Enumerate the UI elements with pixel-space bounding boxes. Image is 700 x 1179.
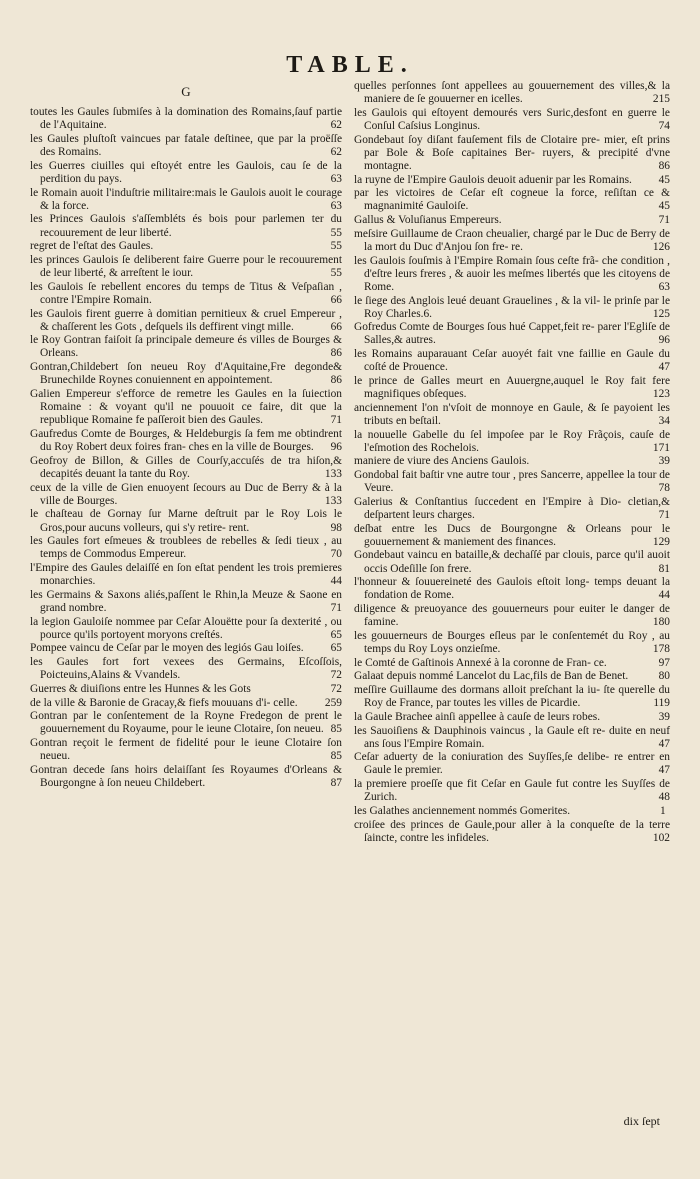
index-entry: [30, 683, 342, 696]
index-entry: [354, 670, 670, 683]
entry-page-number: 63: [330, 199, 342, 212]
index-entry: [354, 751, 670, 777]
index-entry: [30, 616, 342, 642]
entry-page-number: 86: [330, 374, 342, 387]
index-entry: [354, 576, 670, 602]
entry-page-number: 78: [658, 482, 670, 495]
section-letter: G: [181, 84, 191, 99]
index-entry: [354, 684, 670, 710]
entry-text: le Roy Gontran faiſoit ſa principale demeure és villes de Bourges & Orleans.: [30, 334, 342, 360]
entry-page-number: 72: [330, 669, 342, 682]
index-entry: [354, 134, 670, 173]
index-entry: [354, 348, 670, 374]
index-entry: [354, 255, 670, 294]
entry-page-number: 47: [658, 361, 670, 374]
entry-text: Gontran reçoit le ferment de fidelité pour le ieune Clotaire ſon neueu.: [30, 737, 342, 763]
entry-page-number: 96: [658, 334, 670, 347]
index-entry: [354, 496, 670, 522]
entry-page-number: 45: [658, 200, 670, 213]
index-entry: [30, 697, 342, 710]
entry-page-number: 66: [330, 320, 342, 333]
entry-text: meſsire Guillaume de Craon cheualier, chargé par le Duc de Berry de la mort du Duc d'Anjou ſon fre- re.: [354, 227, 670, 253]
entry-page-number: 65: [330, 642, 342, 655]
entry-text: diligence & preuoyance des gouuerneurs pour euiter le danger de famine.: [354, 603, 670, 629]
entry-page-number: 129: [652, 535, 670, 548]
entry-text: Pompee vaincu de Ceſar par le moyen des legiós Gau loiſes.: [30, 642, 304, 655]
entry-text: Gaufredus Comte de Bourges, & Heldeburgis ſa fem me obtindrent du Roy Robert deux foires fran- ches en la ville de Bourges.: [30, 427, 342, 454]
index-entry: [354, 187, 670, 213]
entry-page-number: 215: [652, 93, 670, 106]
index-entry: [354, 549, 670, 575]
entry-text: les Gaules fort eſmeues & troublees de rebelles & ſedi tieux , au temps de Commodus Empereur.: [30, 535, 342, 561]
index-entry: [30, 428, 342, 454]
right-column: [354, 80, 670, 845]
entry-page-number: 119: [653, 697, 670, 710]
entry-text: les Sauoiſiens & Dauphinois vaincus , la Gaule eſt re- duite en neuf ans ſous l'Empire Romain.: [354, 724, 670, 750]
index-entry: [354, 295, 670, 321]
entry-text: le prince de Galles meurt en Auuergne,auquel le Roy fait fere magnifiques obſeques.: [354, 374, 670, 401]
entry-text: les princes Gaulois ſe deliberent faire Guerre pour le recouurement de leur liberté, & arreſtent le iour.: [30, 253, 342, 280]
entry-text: Galaat depuis nommé Lancelot du Lac,fils de Ban de Benet.: [354, 670, 629, 683]
entry-page-number: 180: [652, 616, 670, 629]
entry-page-number: 1: [660, 804, 666, 817]
entry-page-number: 178: [652, 643, 670, 656]
entry-text: Gondebaut vaincu en bataille,& dechaſſé par clouis, parce qu'il auoit occis Odeſille ſon frere.: [354, 549, 670, 575]
index-entry: [354, 711, 670, 724]
entry-text: Guerres & diuiſions entre les Hunnes & les Gots: [30, 682, 251, 695]
entry-page-number: 72: [330, 682, 342, 695]
entry-text: l'Empire des Gaules delaiſſé en ſon eſtat pendent les trois premieres monarchies.: [30, 561, 342, 588]
entry-page-number: 70: [330, 548, 342, 561]
index-entry: [30, 106, 342, 132]
index-entry: [30, 656, 342, 682]
entry-text: Gontran par le conſentement de la Royne Fredegon de prent le gouuernement du Royaume, pour le ieune Clotaire, ſon neueu.: [30, 710, 342, 736]
index-entry: [354, 657, 670, 670]
entry-page-number: 85: [330, 750, 342, 763]
index-entry: [30, 240, 342, 253]
index-entry: [30, 133, 342, 159]
index-entry: [30, 308, 342, 334]
entry-page-number: 125: [652, 307, 670, 320]
entry-page-number: 62: [330, 146, 342, 159]
entry-text: Gondobal fait baſtir vne autre tour , pres Sancerre, appellee la tour de Veure.: [354, 469, 670, 495]
entry-page-number: 85: [330, 723, 342, 736]
index-entry: [30, 361, 342, 387]
entry-text: deſbat entre les Ducs de Bourgongne & Orleans pour le gouuernement & maniement des finances.: [354, 522, 670, 548]
entry-text: le Romain auoit l'induſtrie militaire:mais le Gaulois auoit le courage & la force.: [30, 186, 342, 212]
index-entry: [354, 523, 670, 549]
entry-text: le Comté de Gaſtinois Annexé à la coronne de Fran- ce.: [354, 656, 607, 669]
index-entry: [30, 281, 342, 307]
entry-page-number: 126: [652, 240, 670, 253]
index-entry: [30, 508, 342, 534]
entry-page-number: 66: [330, 293, 342, 306]
index-entry: [30, 710, 342, 736]
entry-text: Ceſar aduerty de la coniuration des Suyſſes,ſe delibe- re entrer en Gaule le premier.: [354, 751, 670, 777]
entry-page-number: 47: [658, 764, 670, 777]
entry-page-number: 71: [330, 601, 342, 614]
index-entry: [354, 455, 670, 468]
index-entry: [354, 214, 670, 227]
index-entry: [30, 160, 342, 186]
entry-page-number: 97: [658, 656, 670, 669]
entry-text: meſſire Guillaume des dormans alloit preſchant la iu- ſte querelle du Roy de France, par toutes les villes de Picardie.: [354, 684, 670, 710]
entry-page-number: 74: [658, 119, 670, 132]
index-entry: [30, 737, 342, 763]
entry-text: ceux de la ville de Gien enuoyent ſecours au Duc de Berry & à la ville de Bourges.: [30, 481, 342, 507]
entry-page-number: 47: [658, 737, 670, 750]
index-entry: [30, 562, 342, 588]
index-entry: [30, 482, 342, 508]
entry-page-number: 80: [658, 670, 670, 683]
page-title: TABLE.: [286, 52, 414, 78]
entry-text: Gofredus Comte de Bourges ſous hué Cappet,feit re- parer l'Egliſe de Salles,& autres.: [354, 321, 670, 347]
index-entry: [354, 174, 670, 187]
entry-text: regret de l'eſtat des Gaules.: [30, 240, 154, 253]
entry-page-number: 65: [330, 628, 342, 641]
entry-page-number: 55: [330, 267, 342, 280]
entry-text: maniere de viure des Anciens Gaulois.: [354, 455, 530, 468]
index-entry: [354, 778, 670, 804]
index-entry: [354, 402, 670, 428]
right-entries-list: [354, 80, 670, 845]
index-entry: [30, 187, 342, 213]
index-entry: [354, 603, 670, 629]
left-column: [30, 80, 342, 791]
entry-text: le ſiege des Anglois leué deuant Grauelines , & la vil- le prinſe par le Roy Charles.6.: [354, 294, 670, 320]
entry-text: la legion Gauloiſe nommee par Ceſar Alouëtte pour ſa dexterité , ou pource qu'ils portoyent moryons creſtés.: [30, 615, 342, 641]
index-entry: [30, 455, 342, 481]
entry-text: la Gaule Brachee ainſi appellee à cauſe de leurs robes.: [354, 710, 601, 723]
entry-text: la premiere proeſſe que fit Ceſar en Gaule fut contre les Suyſſes de Zurich.: [354, 778, 670, 804]
entry-page-number: 44: [330, 575, 342, 588]
entry-text: croiſee des princes de Gaule,pour aller à la conqueſte de la terre ſaincte, contre les infideles.: [354, 818, 670, 844]
index-entry: [30, 764, 342, 790]
entry-text: les Galathes anciennement nommés Gomerites.: [354, 804, 571, 817]
entry-page-number: 45: [658, 173, 670, 186]
entry-text: quelles perſonnes ſont appellees au gouuernement des villes,& la maniere de ſe gouuerner en icelles.: [354, 80, 670, 106]
entry-page-number: 87: [330, 776, 342, 789]
entry-text: de la ville & Baronie de Gracay,& fiefs mouuans d'i- celle.: [30, 696, 298, 709]
entry-page-number: 71: [658, 214, 670, 227]
entry-text: Galien Empereur s'efforce de remetre les Gaules en la ſuiection Romaine : & voyant qu'il ne pouuoit ce faire, dit que la republique Romaine fe paſſeroit bien des Gaules.: [30, 387, 342, 427]
index-entry: [30, 642, 342, 655]
entry-page-number: 86: [658, 159, 670, 172]
index-entry: [354, 321, 670, 347]
index-entry: [30, 213, 342, 239]
entry-page-number: 44: [658, 589, 670, 602]
entry-page-number: 63: [658, 280, 670, 293]
entry-text: les Gaulois ſe rebellent encores du temps de Titus & Veſpaſian , contre l'Empire Romain.: [30, 280, 342, 306]
entry-page-number: 86: [330, 347, 342, 360]
index-entry: [30, 589, 342, 615]
index-entry: [30, 388, 342, 427]
entry-text: Gallus & Voluſianus Empereurs.: [354, 214, 502, 227]
index-entry: [354, 228, 670, 254]
entry-text: les Gaulois qui eſtoyent demourés vers Suric,desfont en guerre le Conſul Caſsius Longinus.: [354, 106, 670, 132]
entry-text: les Romains auparauant Ceſar auoyét fait vne faillie en Gaule du coſté de Prouence.: [354, 348, 670, 374]
entry-page-number: 98: [330, 521, 342, 534]
entry-text: les Gaulois ſouſmis à l'Empire Romain ſous ceſte frã- che condition , d'eſtre leurs freres , & auoir les meſmes libertés que les citoyens de Rome.: [354, 254, 670, 293]
entry-text: la nouuelle Gabelle du ſel impoſee par le Roy Frãçois, cauſe de l'eſmotion des Rochelois.: [354, 428, 670, 454]
entry-page-number: 171: [652, 441, 670, 454]
entry-text: la ruyne de l'Empire Gaulois deuoit aduenir par les Romains.: [354, 173, 632, 186]
index-entry: [30, 535, 342, 561]
entry-page-number: 81: [658, 562, 670, 575]
index-entry: [354, 80, 670, 106]
entry-page-number: 62: [330, 119, 342, 132]
entry-text: Galerius & Conſtantius ſuccedent en l'Empire à Dio- cletian,& deſpartent leurs charges.: [354, 495, 670, 521]
index-entry: [30, 254, 342, 280]
entry-text: les gouuerneurs de Bourges eſleus par le conſentemét du Roy , au temps du Roy Loys onzieſme.: [354, 629, 670, 656]
entry-text: Geofroy de Billon, & Gilles de Courſy,accuſés de tra hiſon,& decapités deuant la tante du Roy.: [30, 454, 342, 480]
index-entry: [354, 630, 670, 656]
entry-text: les Gaulois firent guerre à domitian pernitieux & cruel Empereur , & chaſſerent les Gots , deſquels ils deffirent vingt mille.: [30, 307, 342, 333]
entry-page-number: 39: [658, 710, 670, 723]
index-entry: [354, 375, 670, 401]
entry-page-number: 133: [324, 494, 342, 507]
entry-text: les Germains & Saxons aliés,paſſent le Rhin,la Meuze & Saone en grand nombre.: [30, 588, 342, 614]
entry-text: les Princes Gaulois s'aſſembléts és bois pour parlemen ter du recouurement de leur liberté.: [30, 213, 342, 239]
index-entry: [354, 107, 670, 133]
entry-page-number: 55: [330, 240, 342, 253]
entry-page-number: 63: [330, 172, 342, 185]
entry-text: toutes les Gaules ſubmiſes à la domination des Romains,ſauf partie de l'Aquitaine.: [30, 106, 342, 132]
entry-page-number: 96: [330, 441, 342, 454]
entry-text: Gondebaut ſoy diſant fauſement fils de Clotaire pre- mier, eſt prins par Bole & Boſe capitaines Ber- ruyers, & precipité d'vne montagne.: [354, 133, 670, 172]
entry-text: le chaſteau de Gornay ſur Marne deſtruit par le Roy Lois le Gros,pour aucuns volleurs, qui s'y retire- rent.: [30, 508, 342, 534]
entry-text: par les victoires de Ceſar eſt cogneue la force, reſiſtan ce & magnanimité Gauloiſe.: [354, 187, 670, 213]
index-entry: [354, 429, 670, 455]
entry-page-number: 133: [324, 467, 342, 480]
index-entry: [354, 805, 670, 818]
entry-page-number: 71: [330, 414, 342, 427]
index-entry: [354, 819, 670, 845]
entry-text: les Guerres ciuilles qui eſtoyét entre les Gaulois, cau ſe de la perdition du pays.: [30, 159, 342, 185]
entry-text: anciennement l'on n'vſoit de monnoye en Gaule, & ſe payoient les tributs en beſtail.: [354, 401, 670, 427]
entry-page-number: 259: [324, 696, 342, 709]
entry-page-number: 71: [658, 509, 670, 521]
catchword: dix ſept: [623, 1114, 660, 1128]
entry-text: Gontran,Childebert ſon neueu Roy d'Aquitaine,Fre degonde& Brunechilde Roynes conuiennent en appointement.: [30, 361, 342, 387]
entry-text: l'honneur & ſouuereineté des Gaulois eſtoit long- temps deuant la fondation de Rome.: [354, 576, 670, 602]
entry-text: les Gaules pluſtoſt vaincues par fatale deſtinee, que par la proëſſe des Romains.: [30, 132, 342, 159]
entry-page-number: 123: [652, 388, 670, 401]
index-entry: [354, 725, 670, 751]
entry-page-number: 34: [658, 414, 670, 427]
entry-page-number: 55: [330, 226, 342, 239]
entry-text: les Gaules fort fort vexees des Germains, Eſcoſſois, Poicteuins,Alains & Vvandels.: [30, 656, 342, 682]
entry-page-number: 48: [658, 791, 670, 804]
entry-page-number: 102: [652, 831, 670, 844]
entry-page-number: 39: [658, 455, 670, 468]
index-entry: [30, 334, 342, 360]
left-entries-list: [30, 106, 342, 790]
index-entry: [354, 469, 670, 495]
entry-text: Gontran decede ſans hoirs delaiſſant ſes Royaumes d'Orleans & Bourgongne à ſon neueu Childebert.: [30, 763, 342, 789]
